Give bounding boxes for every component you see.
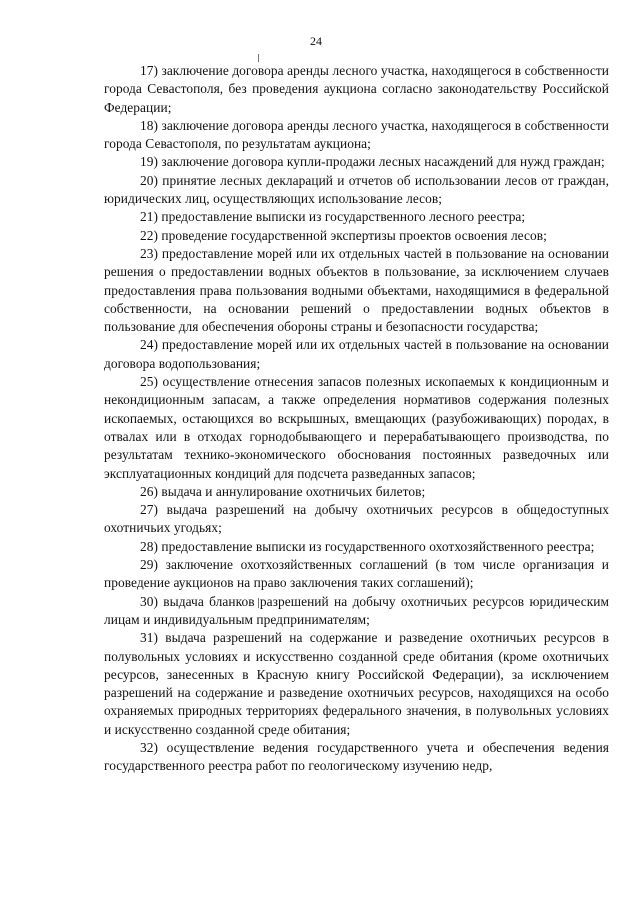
list-item-21: 21) предоставление выписки из государственного лесного реестра; <box>140 209 526 225</box>
scan-mark-top <box>258 54 259 62</box>
list-item-22: 22) проведение государственной экспертизы проектов освоения лесов; <box>140 227 547 243</box>
list-item-32: 32) осуществление ведения государственного учета и обеспечения ведения государственного реестра работ по геологическому изучению недр, <box>104 739 609 774</box>
list-item-17: 17) заключение договора аренды лесного участка, находящегося в собственности города Севастополя, без проведения аукциона согласно законодательству Российской Федерации; <box>104 63 609 115</box>
list-item-30: 30) выдача бланков разрешений на добычу охотничьих ресурсов юридическим лицам и индивидуальным предпринимателям; <box>104 593 609 627</box>
list-item-25: 25) осуществление отнесения запасов полезных ископаемых к кондиционным и некондиционным запасам, а также определения нормативов содержания полезных ископаемых, остающихся во вскрышных, вмещающих (разубоживающих) породах, в отвалах или в отходах горнодобывающего и перерабатывающего производства, по результатам технико-экономического обоснования постоянных разведочных или эксплуатационных кондиций для подсчета разведанных запасов; <box>104 374 609 481</box>
list-item-31: 31) выдача разрешений на содержание и разведение охотничьих ресурсов в полувольных условиях и искусственно созданной среде обитания (кроме охотничьих ресурсов, занесенных в Красную книгу Российской Федерации), за исключением разрешений на содержание и разведение охотничьих ресурсов, находящихся на особо охраняемых природных территориях федерального значения, в полувольных условиях и искусственно созданной среде обитания; <box>104 630 609 737</box>
list-item-27: 27) выдача разрешений на добычу охотничьих ресурсов в общедоступных охотничьих угодьях; <box>104 502 609 536</box>
list-item-20: 20) принятие лесных деклараций и отчетов об использовании лесов от граждан, юридических лиц, осуществляющих использование лесов; <box>104 172 609 207</box>
document-body <box>104 62 609 776</box>
list-item-29: 29) заключение охотхозяйственных соглашений (в том числе организация и проведение аукционов на право заключения таких соглашений); <box>104 557 609 591</box>
list-item-18: 18) заключение договора аренды лесного участка, находящегося в собственности города Севастополя, по результатам аукциона; <box>104 117 609 152</box>
list-item-19: 19) заключение договора купли-продажи лесных насаждений для нужд граждан; <box>140 154 605 170</box>
list-item-23: 23) предоставление морей или их отдельных частей в пользование на основании решения о предоставлении водных объектов в пользование, за исключением случаев предоставления права пользования водными объектами, находящимися в федеральной собственности, на основании решений о предоставлении водных объектов в пользование для обеспечения обороны страны и безопасности государства; <box>104 245 609 335</box>
page-number: 24 <box>310 34 322 48</box>
list-item-28: 28) предоставление выписки из государственного охотхозяйственного реестра; <box>140 538 595 554</box>
list-item-26: 26) выдача и аннулирование охотничьих билетов; <box>140 483 426 499</box>
list-item-24: 24) предоставление морей или их отдельных частей в пользование на основании договора водопользования; <box>104 337 609 371</box>
